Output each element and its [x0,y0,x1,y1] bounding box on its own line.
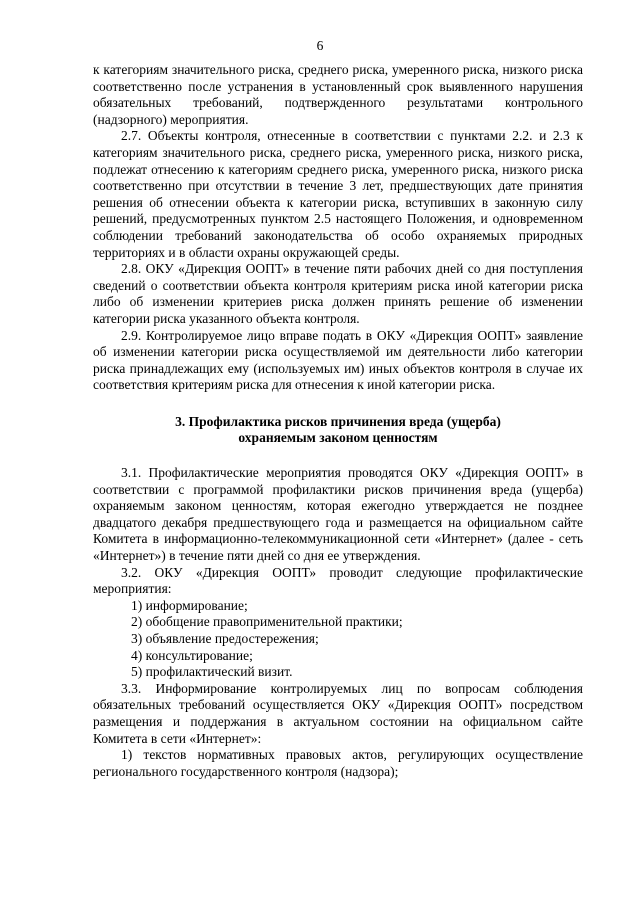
paragraph-2-8: 2.8. ОКУ «Дирекция ООПТ» в течение пяти рабочих дней со дня поступления сведений о соответствии объекта контроля критериям риска иной категории риска либо об изменении критериев риска должен принять решение об изменении категории риска указанного объекта контроля. [93,261,583,326]
paragraph-3-3: 3.3. Информирование контролируемых лиц по вопросам соблюдения обязательных требований осуществляется ОКУ «Дирекция ООПТ» посредством размещения и поддержания в актуальном состоянии на официальном сайте Комитета в сети «Интернет»: [93,680,583,746]
section-3-heading-line2: охраняемым законом ценностям [238,430,438,446]
section-3-heading-line1: 3. Профилактика рисков причинения вреда (ущерба) [175,413,501,429]
paragraph-3-3-item-1: 1) текстов нормативных правовых актов, регулирующих осуществление регионального государственного контроля (надзора); [93,747,583,779]
page-number: 6 [316,38,324,53]
paragraph-3-2: 3.2. ОКУ «Дирекция ООПТ» проводит следующие профилактические мероприятия: [93,564,583,597]
list-item: 4) консультирование; [131,647,253,663]
paragraph-continuation: к категориям значительного риска, среднего риска, умеренного риска, низкого риска соответственно после устранения в установленный срок выявленного нарушения обязательных требований, подтвержденного результатами контрольного (надзорного) мероприятия. [93,62,583,127]
list-item: 1) информирование; [131,597,248,613]
section-3-heading [93,414,583,447]
list-item: 2) обобщение правоприменительной практики; [131,614,403,630]
list-item: 3) объявление предостережения; [131,631,319,646]
paragraph-2-7: 2.7. Объекты контроля, отнесенные в соответствии с пунктами 2.2. и 2.3 к категориям значительного риска, среднего риска, умеренного риска, низкого риска, подлежат отнесению к категориям среднего риска, умеренного риска, низкого риска соответственно при отсутствии в течение 3 лет, предшествующих дате принятия решения об отнесении объекта к категории риска, вступивших в законную силу решений, предусмотренных пунктом 2.5 настоящего Положения, и одновременном соблюдении требований законодательства об особо охраняемых природных территориях и в области охраны окружающей среды. [93,128,583,260]
paragraph-2-9: 2.9. Контролируемое лицо вправе подать в ОКУ «Дирекция ООПТ» заявление об изменении категории риска осуществляемой им деятельности либо категории риска принадлежащих ему (используемых им) иных объектов контроля в случае их соответствия критериям риска для отнесения к иной категории риска. [93,327,583,393]
document-body [93,62,583,780]
paragraph-3-1: 3.1. Профилактические мероприятия проводятся ОКУ «Дирекция ООПТ» в соответствии с программой профилактики рисков причинения вреда (ущерба) охраняемым законом ценностям, которая ежегодно утверждается не позднее двадцатого декабря предшествующего года и размещается на официальном сайте Комитета в информационно-телекоммуникационной сети «Интернет» (далее - сеть «Интернет») в течение пяти дней со дня ее утверждения. [93,465,583,564]
list-item: 5) профилактический визит. [131,664,293,680]
